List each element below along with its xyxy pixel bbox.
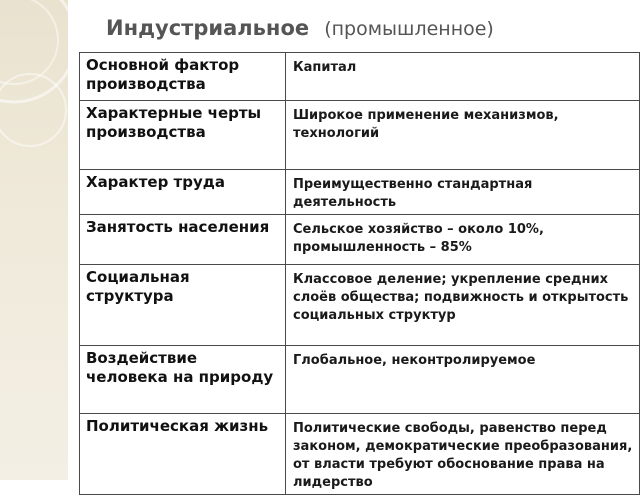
factor-cell: Социальная структура bbox=[80, 265, 286, 346]
table-row bbox=[80, 101, 640, 170]
decorative-circles bbox=[0, 0, 68, 480]
factor-cell: Занятость населения bbox=[80, 215, 286, 265]
value-cell: Политические свободы, равенство перед законом, демократические преобразования, от власти требуют обоснование права на лидерство bbox=[286, 414, 640, 495]
factor-cell: Основной фактор производства bbox=[80, 53, 286, 101]
decorative-side-strip bbox=[0, 0, 68, 480]
factor-cell: Политическая жизнь bbox=[80, 414, 286, 495]
table-row bbox=[80, 215, 640, 265]
title-subtitle: (промышленное) bbox=[324, 18, 494, 40]
table-row bbox=[80, 265, 640, 346]
factor-cell: Характер труда bbox=[80, 170, 286, 215]
table-row bbox=[80, 414, 640, 495]
factor-cell: Характерные черты производства bbox=[80, 101, 286, 170]
factor-cell: Воздействие человека на природу bbox=[80, 346, 286, 414]
slide-title bbox=[106, 16, 494, 48]
value-cell: Классовое деление; укрепление средних слоёв общества; подвижность и открытость социальных структур bbox=[286, 265, 640, 346]
value-cell: Глобальное, неконтролируемое bbox=[286, 346, 640, 414]
value-cell: Капитал bbox=[286, 53, 640, 101]
table-row bbox=[80, 53, 640, 101]
table-row bbox=[80, 170, 640, 215]
value-cell: Широкое применение механизмов, технологий bbox=[286, 101, 640, 170]
society-characteristics-table bbox=[79, 52, 640, 495]
title-main: Индустриальное bbox=[106, 16, 310, 40]
value-cell: Сельское хозяйство – около 10%, промышленность – 85% bbox=[286, 215, 640, 265]
table-row bbox=[80, 346, 640, 414]
value-cell: Преимущественно стандартная деятельность bbox=[286, 170, 640, 215]
